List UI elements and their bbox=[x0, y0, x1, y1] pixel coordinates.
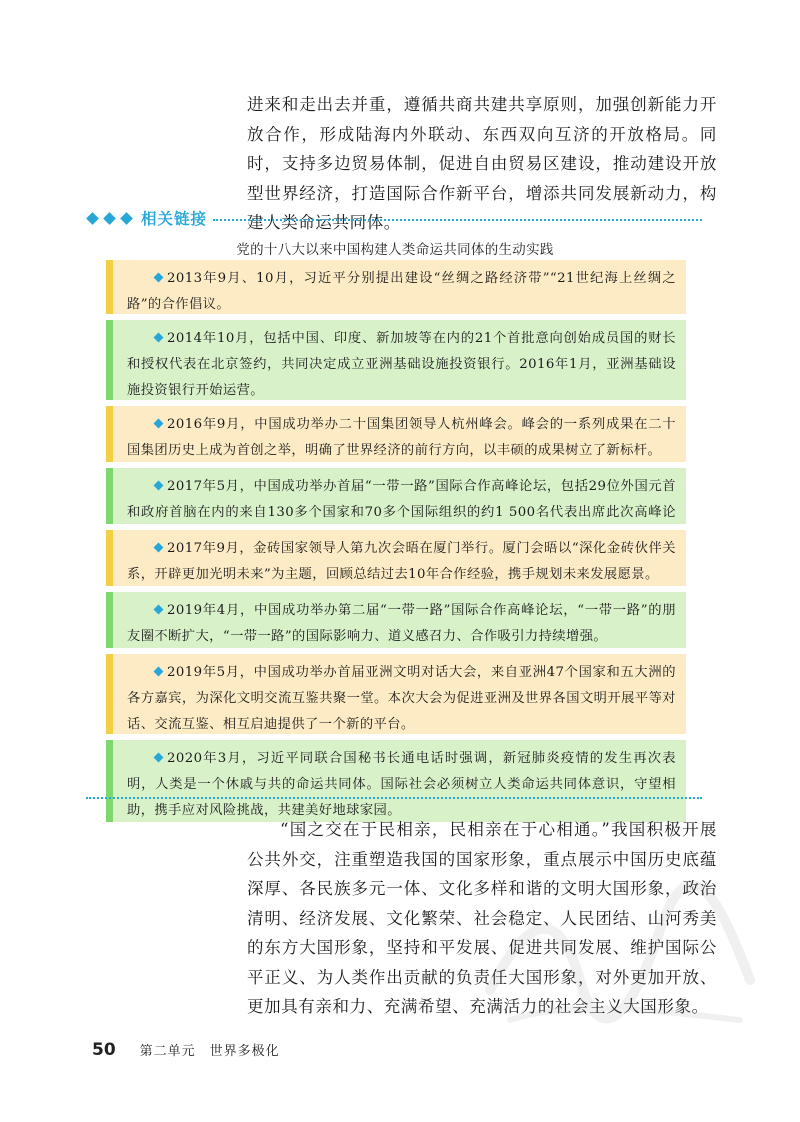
page-number: 50 bbox=[92, 1040, 116, 1060]
list-item bbox=[106, 406, 686, 462]
list-item-text: 2016年9月，中国成功举办二十国集团领导人杭州峰会。峰会的一系列成果在二十国集团历史上成为首创之举，明确了世界经济的前行方向，以丰硕的成果树立了新标杆。 bbox=[127, 417, 676, 458]
diamond-bullet-icon bbox=[154, 667, 164, 677]
list-item bbox=[106, 320, 686, 400]
diamond-bullet-icon bbox=[154, 605, 164, 615]
page-footer bbox=[92, 1040, 280, 1060]
list-item bbox=[106, 654, 686, 734]
dotted-divider-bottom bbox=[86, 797, 702, 799]
list-item-text: 2014年10月，包括中国、印度、新加坡等在内的21个首批意向创始成员国的财长和授权代表在北京签约，共同决定成立亚洲基础设施投资银行。2016年1月，亚洲基础设施投资银行开始运营。 bbox=[127, 331, 676, 398]
diamond-bullet-icon bbox=[154, 333, 164, 343]
diamond-bullet-icon bbox=[154, 273, 164, 283]
list-item bbox=[106, 740, 686, 822]
list-item-text: 2013年9月、10月，习近平分别提出建设“丝绸之路经济带”“21世纪海上丝绸之路”的合作倡议。 bbox=[127, 271, 676, 312]
section-title: 相关链接 bbox=[141, 210, 208, 228]
list-item bbox=[106, 592, 686, 648]
diamond-bullet-icon bbox=[154, 419, 164, 429]
list-item-text: 2020年3月，习近平同联合国秘书长通电话时强调，新冠肺炎疫情的发生再次表明，人类是一个休戚与共的命运共同体。国际社会必须树立人类命运共同体意识，守望相助，携手应对风险挑战，共建美好地球家园。 bbox=[127, 751, 676, 818]
diamond-bullet-icon bbox=[154, 543, 164, 553]
list-item bbox=[106, 260, 686, 314]
diamond-bullets-icon bbox=[86, 214, 133, 223]
body-paragraph-bottom: “国之交在于民相亲，民相亲在于心相通。”我国积极开展公共外交，注重塑造我国的国家形象，重点展示中国历史底蕴深厚、各民族多元一体、文化多样和谐的文明大国形象，政治清明、经济发展、文化繁荣、社会稳定、人民团结、山河秀美的东方大国形象，坚持和平发展、促进共同发展、维护国际公平正义、为人类作出贡献的负责任大国形象，对外更加开放、更加具有亲和力、充满希望、充满活力的社会主义大国形象。 bbox=[247, 820, 717, 1016]
list-item-text: 2019年4月，中国成功举办第二届“一带一路”国际合作高峰论坛，“一带一路”的朋友圈不断扩大，“一带一路”的国际影响力、道义感召力、合作吸引力持续增强。 bbox=[127, 603, 676, 644]
related-links-header bbox=[86, 206, 702, 230]
list-item bbox=[106, 530, 686, 586]
watermark-icon bbox=[470, 870, 770, 1040]
list-item-text: 2019年5月，中国成功举办首届亚洲文明对话大会，来自亚洲47个国家和五大洲的各方嘉宾，为深化文明交流互鉴共聚一堂。本次大会为促进亚洲及世界各国文明开展平等对话、交流互鉴、相互启迪提供了一个新的平台。 bbox=[127, 665, 676, 732]
list-item-text: 2017年5月，中国成功举办首届“一带一路”国际合作高峰论坛，包括29位外国元首和政府首脑在内的来自130多个国家和70多个国际组织的约1 500名代表出席此次高峰论 bbox=[127, 479, 676, 520]
body-paragraph-top: 进来和走出去并重，遵循共商共建共享原则，加强创新能力开放合作，形成陆海内外联动、东西双向互济的开放格局。同时，支持多边贸易体制，促进自由贸易区建设，推动建设开放型世界经济，打造国际合作新平台，增添共同发展新动力，构建人类命运共同体。 bbox=[247, 95, 717, 232]
diamond-bullet-icon bbox=[154, 481, 164, 491]
list-item bbox=[106, 468, 686, 524]
diamond-bullet-icon bbox=[154, 753, 164, 763]
list-item-text: 2017年9月，金砖国家领导人第九次会晤在厦门举行。厦门会晤以“深化金砖伙伴关系，开辟更加光明未来”为主题，回顾总结过去10年合作经验，携手规划未来发展愿景。 bbox=[127, 541, 676, 582]
unit-label: 第二单元 世界多极化 bbox=[139, 1044, 280, 1059]
box-title: 党的十八大以来中国构建人类命运共同体的生动实践 bbox=[236, 242, 554, 258]
dotted-divider bbox=[213, 219, 702, 221]
